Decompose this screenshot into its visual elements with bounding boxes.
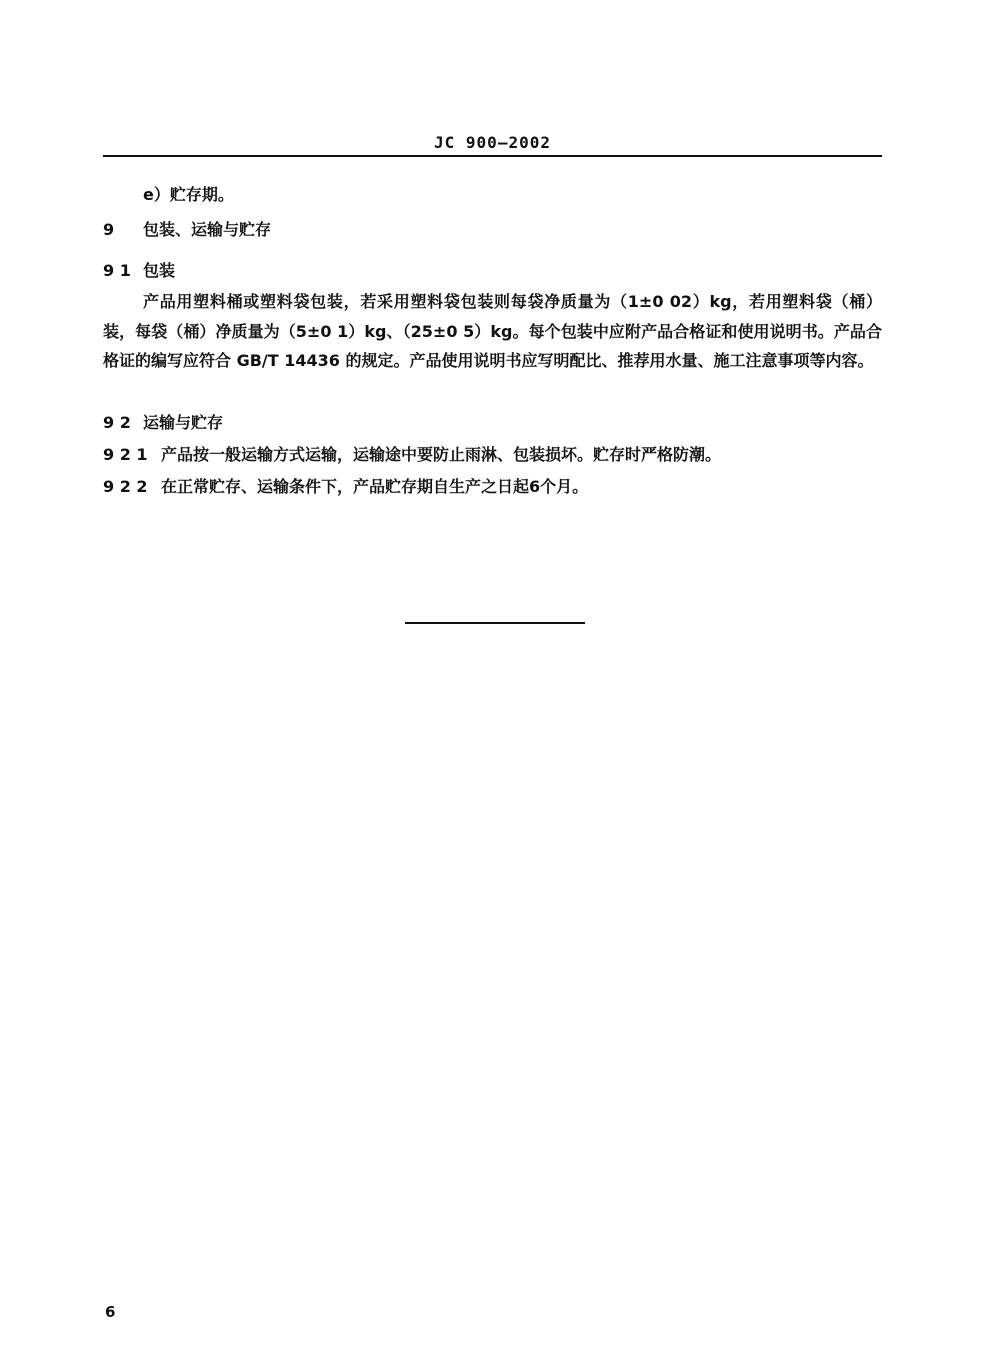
end-of-document-rule	[405, 622, 585, 624]
standard-code-header: JC 900—2002	[434, 133, 551, 152]
section-title: 包装	[143, 261, 176, 280]
list-item-e: e）贮存期。	[143, 185, 234, 204]
section-number: 9 2	[103, 413, 131, 432]
section-9-2-1	[103, 445, 882, 465]
section-text: 在正常贮存、运输条件下，产品贮存期自生产之日起6个月。	[161, 477, 589, 496]
section-title: 运输与贮存	[143, 413, 224, 432]
page-number: 6	[105, 1303, 116, 1321]
section-text: 产品按一般运输方式运输，运输途中要防止雨淋、包装损坏。贮存时严格防潮。	[161, 445, 722, 464]
section-title: 包装、运输与贮存	[143, 220, 272, 239]
section-9-heading	[103, 220, 882, 240]
section-number: 9 2 2	[103, 477, 148, 496]
header-rule	[103, 155, 882, 157]
section-9-1-heading	[103, 261, 882, 281]
section-number: 9	[103, 220, 115, 239]
section-9-1-paragraph: 产品用塑料桶或塑料袋包装，若采用塑料袋包装则每袋净质量为（1±0 02）kg，若用塑料袋（桶）装，每袋（桶）净质量为（5±0 1）kg、（25±0 5）kg。每个包装中应附产品合格证和使用说明书。产品合格证的编写应符合 GB/T 14436 的规定。产品使用说明书应写明配比、推荐用水量、施工注意事项等内容。	[103, 292, 882, 370]
section-number: 9 1	[103, 261, 131, 280]
section-number: 9 2 1	[103, 445, 148, 464]
section-9-2-2	[103, 477, 882, 497]
section-9-2-heading	[103, 413, 882, 433]
